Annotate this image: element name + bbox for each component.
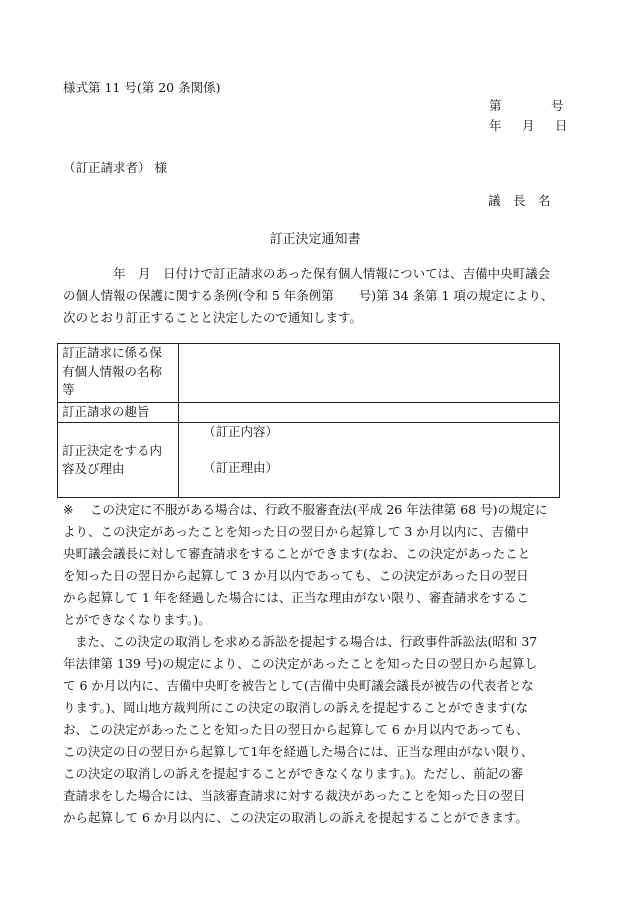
document-title: 訂正決定通知書 [269, 232, 361, 247]
correction-reason-label: （訂正理由） [203, 459, 279, 475]
table-row [58, 344, 560, 403]
row-value-request-purpose [179, 403, 560, 423]
table-row [58, 403, 560, 423]
row-label-request-purpose: 訂正請求の趣旨 [58, 403, 179, 423]
note-line: を知った日の翌日から起算して 3 か月以内であっても、この決定があった日の翌日 [63, 568, 529, 583]
row-value-info-name [179, 344, 560, 403]
note-line: この決定に不服がある場合は、行政不服審査法(平成 26 年法律第 68 号)の規定に [90, 502, 548, 517]
note-line: とができなくなります。)。 [63, 612, 211, 627]
decision-table [57, 343, 560, 498]
date-day-label: 日 [555, 118, 568, 133]
intro-line: の個人情報の保護に関する条例(令和 5 年条例第 号)第 34 条第 1 項の規定により、 [63, 288, 554, 303]
row-label-info-name [58, 344, 179, 403]
sender-name: 議 長 名 [488, 193, 551, 208]
note-line: から起算して 1 年を経過した場合には、正当な理由がない限り、審査請求をするこ [63, 590, 529, 605]
row-label-line: 訂正請求に係る保 [62, 345, 163, 360]
correction-content-label: （訂正内容） [203, 424, 279, 439]
recipient-line: （訂正請求者） 様 [63, 160, 167, 175]
note-line: 査請求をした場合には、当該審査請求に対する裁決があったことを知った日の翌日 [63, 788, 526, 803]
note-line: より、この決定があったことを知った日の翌日から起算して 3 か月以内に、吉備中 [63, 524, 529, 539]
date-month-label: 月 [522, 118, 535, 133]
date-year-label: 年 [489, 118, 502, 133]
form-number: 様式第 11 号(第 20 条関係) [63, 80, 221, 95]
note-line: て 6 か月以内に、吉備中央町を被告として(吉備中央町議会議長が被告の代表者とな [63, 678, 534, 693]
intro-line: 次のとおり訂正することと決定したので通知します。 [63, 310, 363, 325]
note-mark: ※ [63, 502, 74, 517]
note-line: 年法律第 139 号)の規定により、この決定があったことを知った日の翌日から起算し [63, 656, 538, 671]
note-line: この決定の日の翌日から起算して1年を経過した場合には、正当な理由がない限り、 [63, 744, 534, 759]
notes-section [63, 499, 573, 829]
row-label-decision [58, 423, 179, 498]
note-line: この決定の取消しの訴えを提起することができなくなります。)。ただし、前記の審 [63, 766, 524, 781]
row-value-decision [179, 423, 560, 498]
note-line: 央町議会議長に対して審査請求をすることができます(なお、この決定があったこと [63, 546, 531, 561]
row-label-line: 有個人情報の名称 [62, 363, 163, 379]
note-line: また、この決定の取消しを求める訴訟を提起する場合は、行政事件訴訟法(昭和 37 [75, 634, 538, 649]
row-label-line: 訂正決定をする内 [62, 442, 163, 458]
intro-line: 年 月 日付けで訂正請求のあった保有個人情報については、吉備中央町議会 [63, 266, 551, 281]
intro-paragraph [63, 263, 573, 329]
table-row [58, 423, 560, 498]
note-line: から起算して 6 か月以内に、この決定の取消しの訴えを提起することができます。 [63, 810, 528, 825]
document-number-suffix: 号 [551, 98, 564, 113]
row-label-line: 等 [62, 382, 75, 397]
document-number-label: 第 [489, 98, 502, 113]
note-line: お、この決定があったことを知った日の翌日から起算して 6 か月以内であっても、 [63, 722, 529, 737]
row-label-line: 容及び理由 [62, 461, 125, 476]
note-line: ります。)、岡山地方裁判所にこの決定の取消しの訴えを提起することができます(な [63, 700, 529, 715]
